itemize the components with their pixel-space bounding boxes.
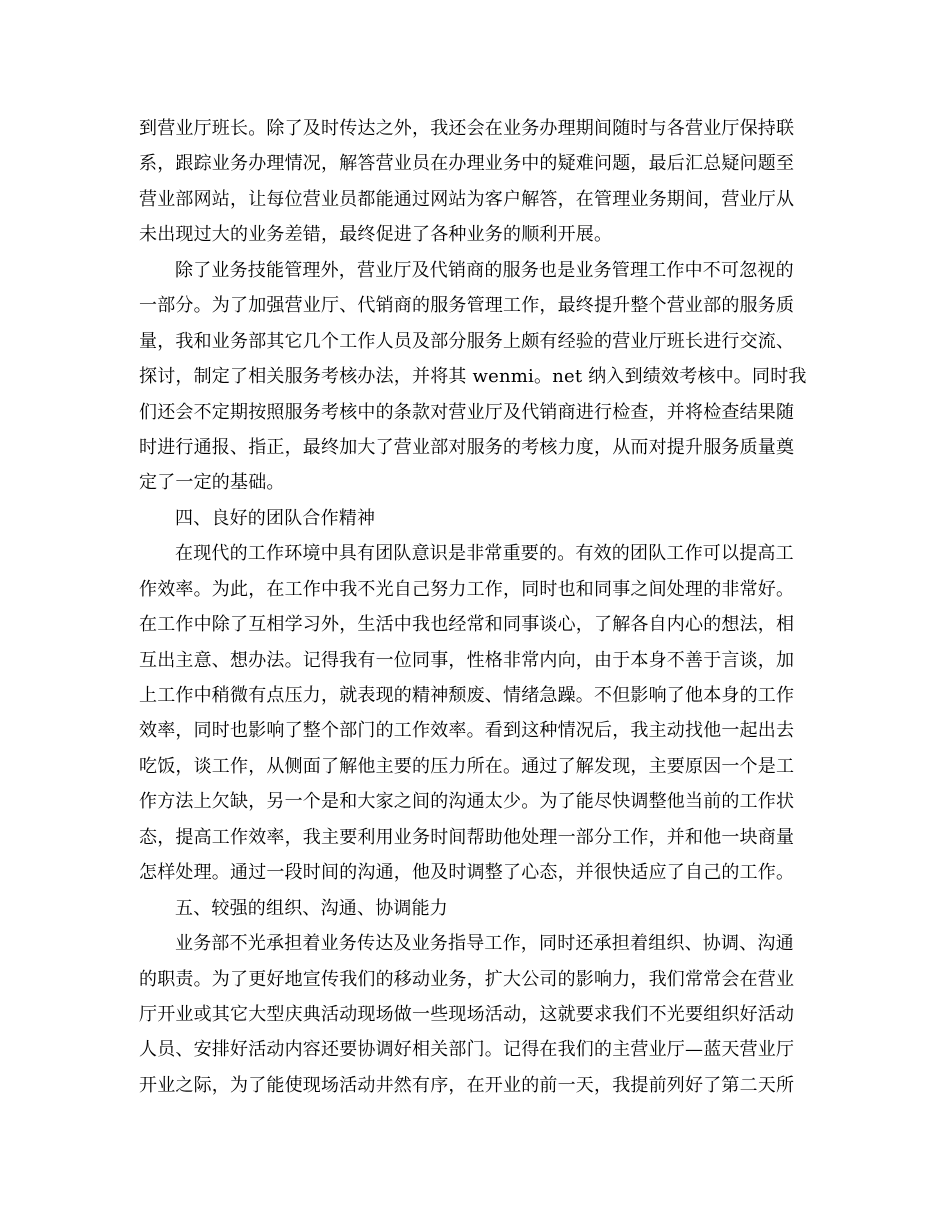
text-line: 人员、安排好活动内容还要协调好相关部门。记得在我们的主营业厅—蓝天营业厅 — [139, 1039, 795, 1061]
text-line: 量，我和业务部其它几个工作人员及部分服务上颇有经验的营业厅班长进行交流、 — [139, 330, 795, 352]
text-line: 时进行通报、指正，最终加大了营业部对服务的考核力度，从而对提升服务质量奠 — [139, 436, 795, 458]
paragraph-first-line: 在现代的工作环境中具有团队意识是非常重要的。有效的团队工作可以提高工 — [175, 543, 794, 565]
text-line: 互出主意、想办法。记得我有一位同事，性格非常内向，由于本身不善于言谈，加 — [139, 649, 795, 671]
text-line: 们还会不定期按照服务考核中的条款对营业厅及代销商进行检查，并将检查结果随 — [139, 401, 795, 423]
text-line: 怎样处理。通过一段时间的沟通，他及时调整了心态，并很快适应了自己的工作。 — [139, 862, 795, 884]
section-heading: 四、良好的团队合作精神 — [175, 507, 376, 529]
text-line: 在工作中除了互相学习外，生活中我也经常和同事谈心，了解各自内心的想法，相 — [139, 614, 795, 636]
text-line: 到营业厅班长。除了及时传达之外，我还会在业务办理期间随时与各营业厅保持联 — [139, 118, 795, 139]
text-line: 一部分。为了加强营业厅、代销商的服务管理工作，最终提升整个营业部的服务质 — [139, 295, 795, 317]
section-heading: 五、较强的组织、沟通、协调能力 — [175, 897, 448, 919]
text-line: 探讨，制定了相关服务考核办法，并将其 wenmi。net 纳入到绩效考核中。同时我 — [139, 366, 807, 388]
text-line: 作效率。为此，在工作中我不光自己努力工作，同时也和同事之间处理的非常好。 — [139, 578, 795, 600]
document-body — [139, 111, 814, 1103]
text-line: 作方法上欠缺，另一个是和大家之间的沟通太少。为了能尽快调整他当前的工作状 — [139, 791, 795, 813]
text-line: 营业部网站，让每位营业员都能通过网站为客户解答，在管理业务期间，营业厅从 — [139, 188, 795, 210]
text-line: 效率，同时也影响了整个部门的工作效率。看到这种情况后，我主动找他一起出去 — [139, 720, 795, 742]
paragraph-first-line: 除了业务技能管理外，营业厅及代销商的服务也是业务管理工作中不可忽视的 — [175, 259, 794, 281]
text-line: 系，跟踪业务办理情况，解答营业员在办理业务中的疑难问题，最后汇总疑问题至 — [139, 153, 795, 175]
text-line: 上工作中稍微有点压力，就表现的精神颓废、情绪急躁。不但影响了他本身的工作 — [139, 685, 795, 706]
text-line: 厅开业或其它大型庆典活动现场做一些现场活动，这就要求我们不光要组织好活动 — [139, 1003, 795, 1025]
text-line: 的职责。为了更好地宣传我们的移动业务，扩大公司的影响力，我们常常会在营业 — [139, 968, 795, 990]
text-line: 开业之际，为了能使现场活动井然有序，在开业的前一天，我提前列好了第二天所 — [139, 1074, 795, 1096]
text-line: 定了一定的基础。 — [139, 472, 285, 494]
text-line: 态，提高工作效率，我主要利用业务时间帮助他处理一部分工作，并和他一块商量 — [139, 826, 795, 848]
paragraph-first-line: 业务部不光承担着业务传达及业务指导工作，同时还承担着组织、协调、沟通 — [175, 933, 794, 955]
text-line: 吃饭，谈工作，从侧面了解他主要的压力所在。通过了解发现，主要原因一个是工 — [139, 755, 795, 777]
text-line: 未出现过大的业务差错，最终促进了各种业务的顺利开展。 — [139, 224, 613, 246]
